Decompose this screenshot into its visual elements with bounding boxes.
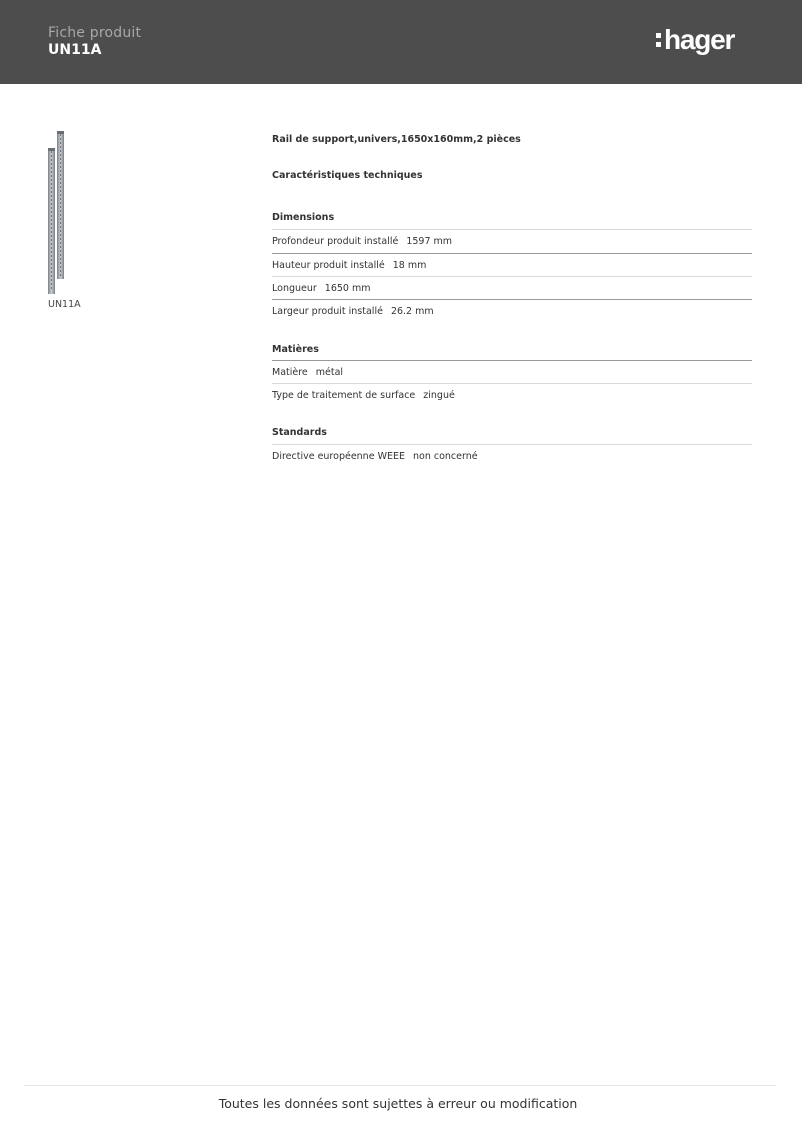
footer-divider: [24, 1085, 776, 1086]
product-title: Rail de support,univers,1650x160mm,2 pièces: [272, 134, 521, 145]
section-heading-dimensions: Dimensions: [272, 212, 335, 223]
spec-row: [272, 360, 752, 383]
spec-label: Type de traitement de surface: [272, 390, 416, 401]
spec-label: Largeur produit installé: [272, 306, 383, 317]
spec-value: 1597 mm: [406, 236, 453, 247]
spec-value: 26.2 mm: [390, 306, 434, 317]
page-header: [0, 0, 802, 84]
spec-row: [272, 383, 752, 406]
footer-disclaimer: Toutes les données sont sujettes à erreur ou modification: [218, 1096, 578, 1111]
spec-row: [272, 229, 752, 252]
section-heading-standards: Standards: [272, 427, 327, 438]
spec-label: Profondeur produit installé: [272, 236, 399, 247]
spec-value: 18 mm: [392, 260, 427, 271]
logo-colon-icon: [656, 33, 662, 47]
spec-row: [272, 253, 752, 276]
spec-row: [272, 299, 752, 322]
spec-value: 1650 mm: [324, 283, 371, 294]
spec-row: [272, 444, 752, 467]
spec-label: Hauteur produit installé: [272, 260, 385, 271]
section-heading-materials: Matières: [272, 344, 319, 355]
product-code: UN11A: [48, 42, 102, 58]
spec-value: métal: [315, 367, 344, 378]
logo-text: hager: [664, 24, 735, 55]
spec-label: Longueur: [272, 283, 317, 294]
spec-value: non concerné: [412, 451, 478, 462]
spec-label: Matière: [272, 367, 308, 378]
spec-row: [272, 276, 752, 299]
spec-value: zingué: [423, 390, 455, 401]
document-type-label: Fiche produit: [48, 25, 142, 41]
characteristics-heading: Caractéristiques techniques: [272, 170, 423, 181]
product-image: [44, 128, 74, 298]
image-caption: UN11A: [48, 299, 81, 310]
hager-logo: [656, 22, 734, 62]
spec-label: Directive européenne WEEE: [272, 451, 405, 462]
